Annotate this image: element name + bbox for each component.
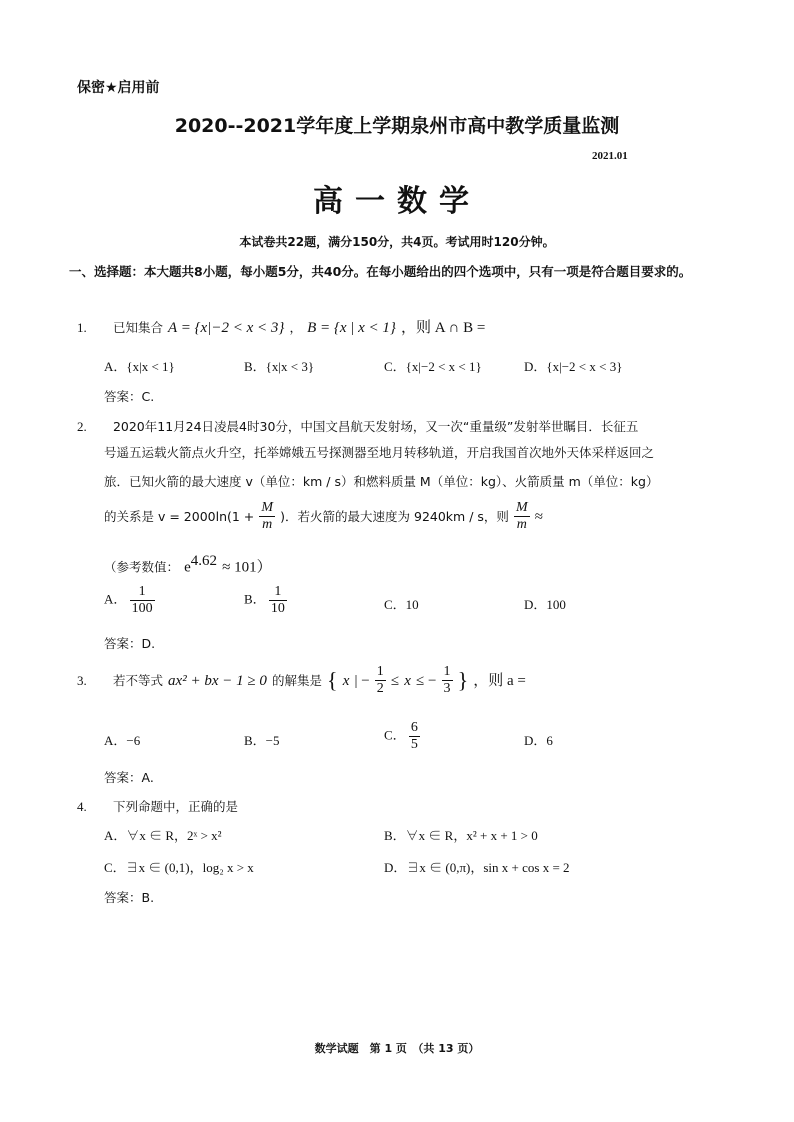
option-d: D．100 [524,597,566,612]
answer: 答案：A. [104,770,154,785]
answer: 答案：D. [104,636,156,651]
fraction-numerator: 1 [376,664,384,679]
leq-sign: ≤ − [415,673,437,689]
reference-text: （参考数值： [104,559,180,575]
subject-title: 高一数学 [313,184,481,219]
fraction-denominator: 100 [131,601,153,616]
option-c: C．10 [384,597,419,612]
option-a [104,584,155,617]
question-2-line3: 旅．已知火箭的最大速度 v（单位：km / s）和燃料质量 M（单位：kg）、火箭质量 m（单位：kg） [104,474,659,489]
section-heading-text: 一、选择题：本大题共8小题，每小题5分，共40分。在每小题给出的四个选项中，只有一项是符合题目要求的。 [69,264,692,279]
option-a: A．∀x ∈ R，2ˣ > x² [104,828,222,843]
question-text: 若不等式 [112,673,163,688]
option-a: A．{x|x < 1} [104,359,175,374]
fraction-numerator: 1 [443,664,451,679]
fraction-denominator: 5 [410,737,418,752]
fraction [442,664,453,697]
fraction-numerator: 1 [269,584,287,601]
reference-base: e [184,559,191,576]
fraction [375,664,386,697]
fraction-denominator: 10 [270,601,285,616]
set-variable: x [404,673,411,689]
question-3-stem [77,664,526,697]
fraction-numerator: M [515,500,528,515]
question-text: 下列命题中，正确的是 [112,799,238,814]
option-c: C．∃x ∈ (0,1)，log₂ x > x [104,860,254,875]
question-1-stem [77,316,485,337]
answer: 答案：C. [104,389,155,404]
option-b: B．∀x ∈ R，x² + x + 1 > 0 [384,828,538,843]
question-number: 1. [77,320,87,335]
exam-info: 本试卷共22题，满分150分，共4页。考试用时120分钟。 [239,235,555,249]
exam-title: 2020--2021学年度上学期泉州市高中教学质量监测 [174,115,620,137]
fraction [259,500,275,533]
fraction-numerator: M [261,500,274,515]
option-d: D．{x|−2 < x < 3} [524,359,623,374]
answer: 答案：B. [104,890,155,905]
option-d: D．∃x ∈ (0,π)，sin x + cos x = 2 [384,860,570,875]
option-d: D．6 [524,733,553,748]
set-bar: | − [354,673,370,689]
confidential-label: 保密★启用前 [77,80,160,96]
fraction-numerator: 6 [410,720,418,735]
question-text: ，则 A ∩ B = [401,320,486,336]
exam-date: 2021.01 [592,150,628,162]
question-text: 的关系是 v = 2000ln(1 + [104,509,255,524]
section-heading [69,259,749,284]
option-label: B． [244,591,266,607]
approx-sign: ≈ [534,509,543,525]
option-label: C． [384,727,406,743]
question-2-line4 [104,500,543,533]
fraction-numerator: 1 [130,584,155,601]
question-text: 2020年11月24日凌晨4时30分，中国文昌航天发射场，又一次“重量级”发射举世瞩目．长征五 [112,419,639,434]
fraction-denominator: m [262,517,273,532]
question-number: 2. [77,419,87,434]
left-brace-icon: { [327,667,338,693]
option-b [244,584,287,617]
fraction [269,584,287,617]
fraction-denominator: 2 [376,681,384,696]
question-text: 的解集是 [271,673,322,688]
question-2-line1 [77,416,638,435]
fraction-denominator: 3 [443,681,451,696]
right-brace-icon: } [457,667,469,693]
question-text: 已知集合 [112,320,163,335]
option-a: A．−6 [104,733,141,748]
option-b: B．−5 [244,733,280,748]
question-2-reference [104,553,272,576]
set-variable: x [342,673,350,689]
question-4-stem [77,796,238,815]
question-number: 4. [77,799,87,814]
question-text: ，则 a = [473,673,526,689]
question-text: )．若火箭的最大速度为 9240km / s，则 [280,509,509,524]
option-c [384,720,420,753]
inequality: ax² + bx − 1 ≥ 0 [168,673,267,689]
option-c: C．{x|−2 < x < 1} [384,359,482,374]
option-b: B．{x|x < 3} [244,359,315,374]
fraction [409,720,420,753]
set-b: B = {x | x < 1} [307,320,396,336]
reference-value: ≈ 101） [222,559,272,576]
question-number: 3. [77,673,87,688]
separator: ， [289,320,302,335]
leq-sign: ≤ [390,673,400,689]
fraction-denominator: m [516,517,527,532]
fraction [130,584,155,617]
option-label: A． [104,591,127,607]
reference-exponent: 4.62 [190,553,218,569]
question-2-line2: 号遥五运载火箭点火升空，托举嫦娥五号探测器至地月转移轨道，开启我国首次地外天体采样返回之 [104,445,655,460]
page-footer: 数学试题 第 1 页 （共 13 页） [314,1042,480,1055]
set-a: A = {x|−2 < x < 3} [168,320,285,336]
fraction [514,500,530,533]
